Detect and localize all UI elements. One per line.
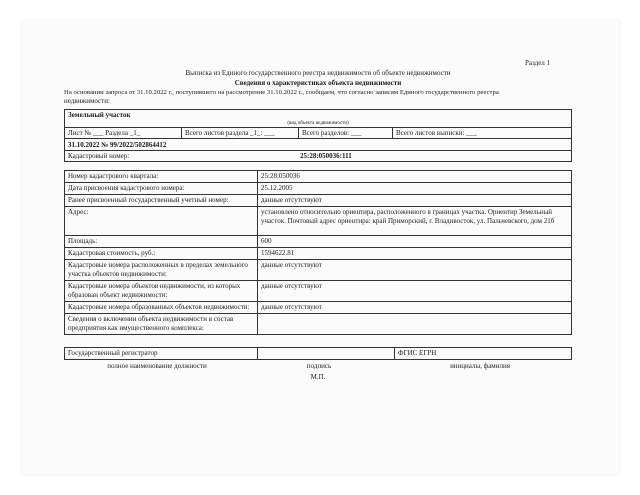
- table-row: [65, 171, 572, 183]
- extract-date-number: 31.10.2022 № 99/2022/502864412: [68, 141, 167, 149]
- doc-title: Выписка из Единого государственного реестра недвижимости об объекте недвижимости: [185, 69, 451, 77]
- sheets-total: Всего листов выписки: ___: [396, 129, 477, 137]
- table-row: [65, 314, 572, 335]
- signature-cell: [258, 348, 395, 360]
- stamp-label: М.П.: [310, 373, 326, 381]
- intro-line-2: недвижимости:: [64, 97, 110, 105]
- row-value: установлено относительно ориентира, расположенного в границах участка. Ориентир Земельный участок. Почтовый адрес ориентира: край Приморский, г. Владивосток, ул. Пальчевского, дом 21б: [258, 207, 572, 236]
- sections-total: Всего разделов: ___: [302, 129, 362, 137]
- signature-table: [64, 347, 572, 360]
- row-value: данные отсутствуют: [258, 195, 572, 207]
- caption-name: инициалы, фамилия: [450, 362, 510, 370]
- row-label: Номер кадастрового квартала:: [65, 171, 258, 183]
- cadastral-number-label: Кадастровый номер:: [68, 152, 130, 160]
- table-row: [65, 236, 572, 248]
- row-value: 600: [258, 236, 572, 248]
- object-type: Земельный участок: [68, 111, 131, 119]
- table-row: [65, 183, 572, 195]
- section-label: Раздел 1: [525, 59, 551, 67]
- object-header-box: [64, 109, 572, 162]
- table-row: [65, 195, 572, 207]
- sheet-number: Лист № ___ Раздела _1_: [68, 129, 141, 137]
- row-label: Адрес:: [65, 207, 258, 236]
- row-label: Сведения о включении объекта недвижимости в состав предприятия как имущественного комплекса:: [65, 314, 258, 335]
- table-row: [65, 207, 572, 236]
- row-value: данные отсутствуют: [258, 260, 572, 281]
- row-value: данные отсутствуют: [258, 302, 572, 314]
- row-label: Площадь:: [65, 236, 258, 248]
- row-value: 1594622.81: [258, 248, 572, 260]
- signature-row: [65, 348, 572, 360]
- characteristics-table: [64, 170, 572, 335]
- table-row: [65, 281, 572, 302]
- registrar-system: ФГИС ЕГРН: [395, 348, 572, 360]
- row-label: Дата присвоения кадастрового номера:: [65, 183, 258, 195]
- table-row: [65, 260, 572, 281]
- row-value: [258, 314, 572, 335]
- object-type-caption: (вид объекта недвижимости): [287, 121, 349, 126]
- intro-line-1: На основании запроса от 31.10.2022 г., поступившего на рассмотрение 31.10.2022 г., сообщаем, что согласно записям Единого государственного реестра: [64, 89, 499, 96]
- cadastral-number-value: 25:28:050036:111: [300, 152, 352, 160]
- caption-signature: подпись: [306, 362, 332, 370]
- row-value: 25:28:050036: [258, 171, 572, 183]
- sheets-in-section: Всего листов раздела _1_: ___: [185, 129, 275, 137]
- row-label: Ранее присвоенный государственный учетный номер:: [65, 195, 258, 207]
- table-row: [65, 302, 572, 314]
- row-label: Кадастровые номера образованных объектов недвижимости:: [65, 302, 258, 314]
- row-value: 25.12.2005: [258, 183, 572, 195]
- registrar-position: Государственный регистратор: [65, 348, 258, 360]
- row-label: Кадастровая стоимость, руб.:: [65, 248, 258, 260]
- doc-subtitle: Сведения о характеристиках объекта недвижимости: [234, 79, 402, 87]
- table-row: [65, 248, 572, 260]
- caption-position: полное наименование должности: [107, 362, 207, 370]
- row-value: данные отсутствуют: [258, 281, 572, 302]
- row-label: Кадастровые номера объектов недвижимости, из которых образован объект недвижимости:: [65, 281, 258, 302]
- row-label: Кадастровые номера расположенных в пределах земельного участка объектов недвижимости:: [65, 260, 258, 281]
